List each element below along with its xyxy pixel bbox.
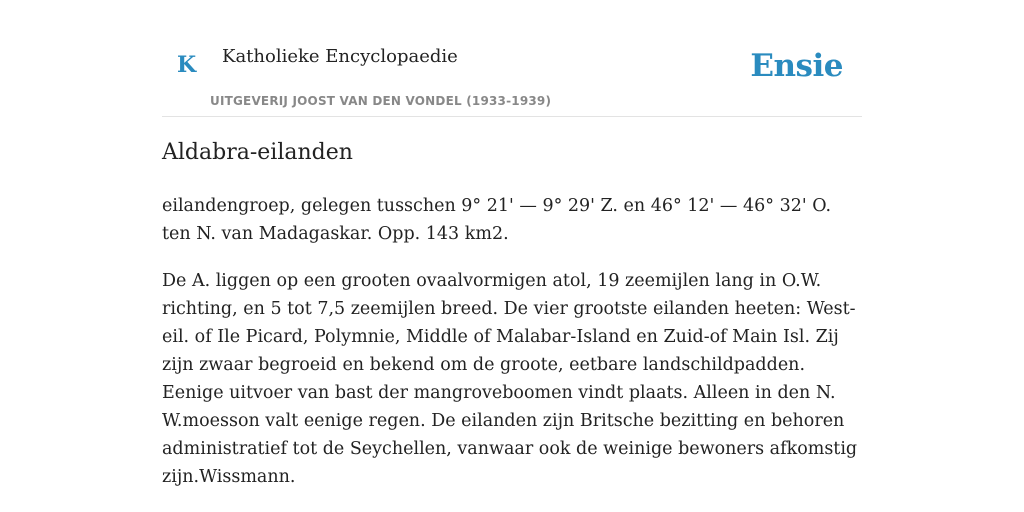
logo-k-icon[interactable]: K	[177, 52, 197, 78]
ensie-brand-link[interactable]: Ensie	[750, 48, 843, 84]
site-header	[162, 0, 862, 117]
article-paragraph-1: eilandengroep, gelegen tusschen 9° 21' — 9° 29' Z. en 46° 12' — 46° 32' O. ten N. van Madagaskar. Opp. 143 km2.	[162, 196, 832, 244]
site-title[interactable]: Katholieke Encyclopaedie	[222, 46, 458, 67]
publisher-subtitle: UITGEVERIJ JOOST VAN DEN VONDEL (1933-1939)	[210, 94, 552, 108]
article-paragraph-2: De A. liggen op een grooten ovaalvormigen atol, 19 zeemijlen lang in O.W. richting, en 5 tot 7,5 zeemijlen breed. De vier grootste eilanden heeten: West-eil. of Ile Picard, Polymnie, Middle of Malabar-Island en Zuid-of Main Isl. Zij zijn zwaar begroeid en bekend om de groote, eetbare landschildpadden. Eenige uitvoer van bast der mangroveboomen vindt plaats. Alleen in den N. W.moesson valt eenige regen. De eilanden zijn Britsche bezitting en behoren administratief tot de Seychellen, vanwaar ook de weinige bewoners afkomstig zijn.Wissmann.	[162, 271, 858, 487]
article-title: Aldabra-eilanden	[162, 140, 353, 165]
page-container	[162, 0, 862, 512]
